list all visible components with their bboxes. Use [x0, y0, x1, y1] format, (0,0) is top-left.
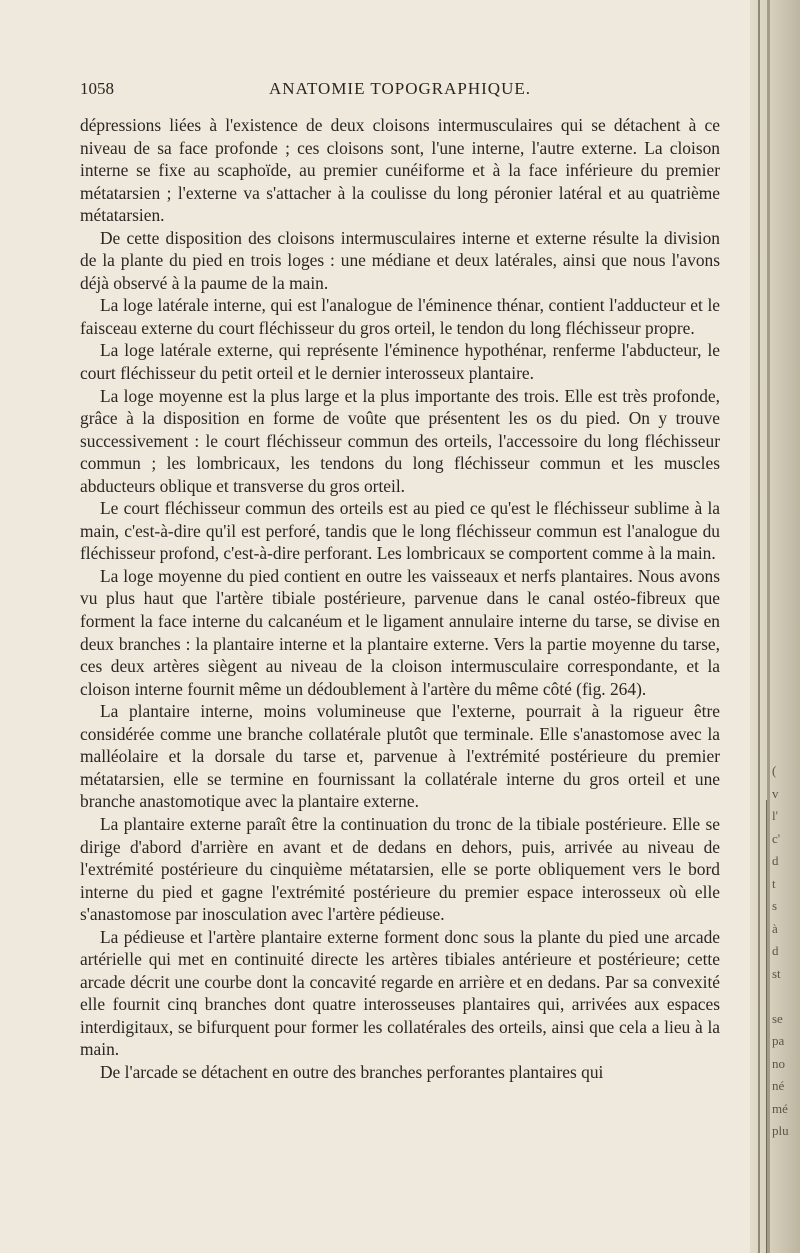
edge-fragment: st	[772, 965, 781, 981]
paragraph: La plantaire interne, moins volumineuse que l'externe, pourrait à la rigueur être considérée comme une branche collatérale plutôt que terminale. Elle s'anastomose avec la malléolaire et la dorsale du tarse et, parvenue à l'extrémité postérieure du premier métatarsien, elle se termine en fournissant la collatérale interne du gros orteil et une branche anastomotique avec la plantaire externe.	[80, 701, 720, 812]
edge-fragment: pa	[772, 1033, 785, 1048]
paragraph: La loge latérale externe, qui représente l'éminence hypothénar, renferme l'abducteur, le court fléchisseur du petit orteil et le dernier interosseux plantaire.	[80, 340, 720, 384]
edge-fragment: s	[772, 898, 778, 913]
paragraph: De l'arcade se détachent en outre des branches perforantes plantaires qui	[100, 1061, 604, 1082]
running-head: ANATOMIE TOPOGRAPHIQUE.	[269, 79, 531, 98]
edge-fragment: mé	[772, 1100, 788, 1116]
page-fold-line	[767, 0, 770, 1253]
paragraph: La loge latérale interne, qui est l'analogue de l'éminence thénar, contient l'adducteur et le faisceau externe du court fléchisseur du gros orteil, le tendon du long fléchisseur propre.	[80, 295, 720, 338]
paragraph: De cette disposition des cloisons intermusculaires interne et externe résulte la division de la plante du pied en trois loges : une médiane et deux latérales, ainsi que nous l'avons déjà observé à la paume de la main.	[80, 227, 720, 293]
paragraph: La pédieuse et l'artère plantaire externe forment donc sous la plante du pied une arcade artérielle qui met en continuité directe les artères tibiales antérieure et postérieure; cette arcade décrit une courbe dont la concavité regarde en arrière et en dedans. Par sa convexité elle fournit cinq branches dont quatre interosseuses plantaires qui, arrivées aux espaces interdigitaux, se bifurquent pour former les collatérales des orteils, ainsi que cela a lieu à la main.	[80, 926, 720, 1060]
edge-fragment: (	[772, 763, 777, 778]
page-fold-line	[758, 0, 760, 1253]
body-text	[80, 114, 720, 1084]
facing-page-text-fragments	[772, 760, 796, 1143]
edge-fragment: no	[772, 1055, 785, 1071]
edge-fragment: à	[772, 920, 778, 936]
page-header	[80, 79, 720, 103]
paragraph: dépressions liées à l'existence de deux cloisons intermusculaires qui se détachent à ce niveau de sa face profonde ; ces cloisons sont, l'une interne, l'autre externe. La cloison interne se fixe au scaphoïde, au premier cunéiforme et à la face inférieure du premier métatarsien ; l'externe va s'attacher à la coulisse du long péronier latéral et au quatrième métatarsien.	[80, 115, 720, 226]
page-fold-line	[766, 800, 767, 1253]
paragraph: La loge moyenne du pied contient en outre les vaisseaux et nerfs plantaires. Nous avons vu plus haut que l'artère tibiale postérieure, parvenue dans le canal ostéo-fibreux que forment la face interne du calcanéum et le ligament annulaire interne du tarse, se divise en deux branches : la plantaire interne et la plantaire externe. Vers la partie moyenne du tarse, ces deux artères siègent au niveau de la cloison intermusculaire correspondante, et la cloison interne fournit même un dédoublement à l'artère du même côté (fig. 264).	[80, 565, 720, 699]
edge-fragment	[772, 985, 796, 1008]
edge-fragment: né	[772, 1078, 785, 1093]
edge-fragment: l'	[772, 808, 778, 823]
page-number: 1058	[80, 79, 114, 98]
edge-fragment: d	[772, 853, 779, 868]
facing-page-edge	[750, 0, 800, 1253]
edge-fragment: se	[772, 1010, 783, 1026]
edge-fragment: v	[772, 785, 779, 801]
paragraph: La plantaire externe paraît être la continuation du tronc de la tibiale postérieure. Elle se dirige d'abord d'arrière en avant et de dedans en dehors, puis, arrivée au niveau de l'extrémité postérieure du cinquième métatarsien, elle se porte obliquement vers le bord interne du pied et gagne l'extrémité postérieure du premier espace interosseux où elle s'anastomose par inosculation avec l'artère pédieuse.	[80, 813, 720, 925]
edge-fragment: c'	[772, 830, 781, 846]
edge-fragment: d	[772, 943, 779, 958]
paragraph: Le court fléchisseur commun des orteils est au pied ce qu'est le fléchisseur sublime à la main, c'est-à-dire qu'il est perforé, tandis que le long fléchisseur commun est l'analogue du fléchisseur profond, c'est-à-dire perforant. Les lombricaux se comportent comme à la main.	[80, 498, 720, 564]
edge-fragment: t	[772, 875, 776, 891]
edge-fragment: plu	[772, 1123, 789, 1138]
paragraph: La loge moyenne est la plus large et la plus importante des trois. Elle est très profonde, grâce à la disposition en forme de voûte que présentent les os du pied. On y trouve successivement : le court fléchisseur commun des orteils, l'accessoire du long fléchisseur commun ; les lombricaux, les tendons du long fléchisseur commun et les muscles abducteurs oblique et transverse du gros orteil.	[80, 385, 720, 496]
